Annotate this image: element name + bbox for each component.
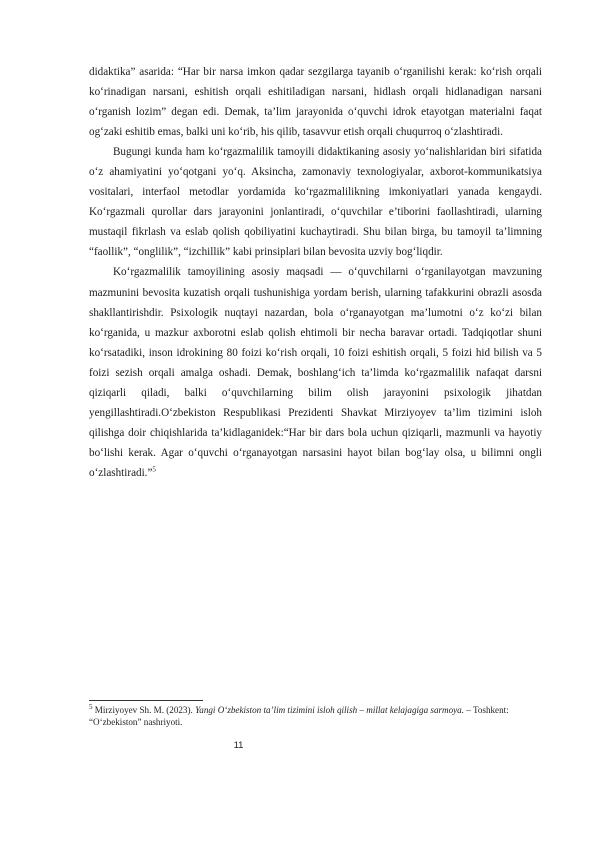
page-number: 11 (233, 740, 244, 751)
footnote-title: Yangi O‘zbekiston ta’lim tizimini isloh qilish – millat kelajagiga sarmoya. (195, 705, 465, 715)
paragraph-3 (89, 262, 542, 483)
footnote-marker: 5 (89, 702, 93, 711)
paragraph-2: Bugungi kunda ham ko‘rgazmalilik tamoyili didaktikaning asosiy yo‘nalishlaridan biri sifatida o‘z ahamiyatini yo‘qotgani yo‘q. Aksincha, zamonaviy texnologiyalar, axborot-kommunikatsiya vositalari, interfaol metodlar yordamida ko‘rgazmalilikning imkoniyatlari yanada kengaydi. Ko‘rgazmali qurollar dars jarayonini jonlantiradi, o‘quvchilar e’tiborini faollashtiradi, ularning mustaqil fikrlash va eslab qolish qobiliyatini kuchaytiradi. Shu bilan birga, bu tamoyil ta’limning “faollik”, “onglilik”, “izchillik” kabi prinsiplari bilan bevosita uzviy bog‘liqdir. (89, 146, 542, 259)
footnote (89, 704, 542, 728)
footnote-reference: 5 (152, 465, 156, 474)
footnote-publisher: – Toshkent: “O‘zbekiston” nashriyoti. (89, 705, 509, 728)
document-body (89, 62, 542, 483)
paragraph-1: didaktika” asarida: “Har bir narsa imkon qadar sezgilarga tayanib o‘rganilishi kerak: ko‘rish orqali ko‘rinadigan narsani, eshitish orqali eshitiladigan narsani, hidlash orqali hidlanadigan narsani o‘rganish lozim” degan edi. Demak, ta’lim jarayonida o‘quvchi idrok etayotgan materialni faqat og‘zaki eshitib emas, balki uni ko‘rib, his qilib, tasavvur etish orqali chuqurroq o‘zlashtiradi. (89, 66, 542, 139)
footnote-author: Mirziyoyev Sh. M. (2023). (92, 705, 196, 715)
footnote-separator (89, 700, 203, 701)
page-number-container (0, 740, 595, 751)
paragraph-3-text: Ko‘rgazmalilik tamoyilining asosiy maqsadi — o‘quvchilarni o‘rganilayotgan mavzuning mazmunini bevosita kuzatish orqali tushunishiga yordam berish, ularning tafakkurini obrazli asosda shakllantirishdir. Psixologik nuqtayi nazardan, bola o‘rganayotgan ma’lumotni o‘z ko‘zi bilan ko‘rganida, u mazkur axborotni eslab qolish ehtimoli bir necha baravar ortadi. Tadqiqotlar shuni ko‘rsatadiki, inson idrokining 80 foizi ko‘rish orqali, 10 foizi eshitish orqali, 5 foizi hid bilish va 5 foizi sezish orqali amalga oshadi. Demak, boshlang‘ich ta’limda ko‘rgazmalilik nafaqat darsni qiziqarli qiladi, balki o‘quvchilarning bilim olish jarayonini psixologik jihatdan yengillashtiradi.O‘zbekiston Respublikasi Prezidenti Shavkat Mirziyoyev ta’lim tizimini isloh qilishga doir chiqishlarida ta’kidlaganidek:“Har bir dars bola uchun qiziqarli, mazmunli va hayotiy bo‘lishi kerak. Agar o‘quvchi o‘rganayotgan narsasini hayot bilan bog‘lay olsa, u bilimni ongli o‘zlashtiradi.” (89, 266, 542, 479)
